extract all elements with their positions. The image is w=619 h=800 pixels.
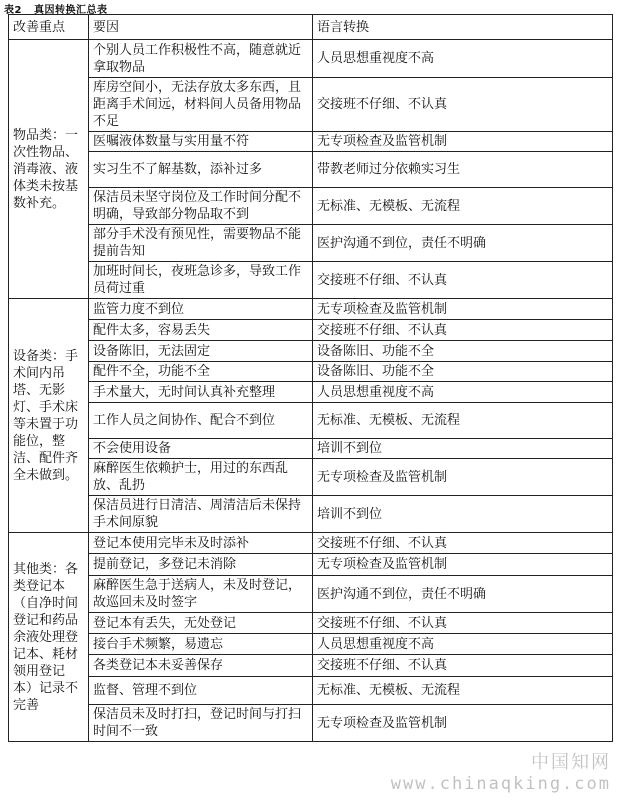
summary-table xyxy=(8,14,613,742)
cause-cell: 库房空间小，无法存放太多东西，且距离手术间远，材料间人员备用物品不足 xyxy=(89,78,313,132)
lang-cell: 带教老师过分依赖实习生 xyxy=(313,152,613,188)
cause-cell: 各类登记本未妥善保存 xyxy=(89,655,313,677)
lang-cell: 无专项检查及监管机制 xyxy=(313,459,613,496)
table-row xyxy=(9,299,613,320)
table-row xyxy=(9,459,613,496)
lang-cell: 人员思想重视度不高 xyxy=(313,634,613,655)
table-number: 表2 xyxy=(4,5,22,16)
lang-cell: 交接班不仔细、不认真 xyxy=(313,533,613,554)
table-row xyxy=(9,341,613,362)
cause-cell: 登记本使用完毕未及时添补 xyxy=(89,533,313,554)
lang-cell: 交接班不仔细、不认真 xyxy=(313,613,613,634)
table-row xyxy=(9,677,613,705)
table-row xyxy=(9,533,613,554)
cause-cell: 部分手术没有预见性，需要物品不能提前告知 xyxy=(89,225,313,262)
lang-cell: 无标准、无模板、无流程 xyxy=(313,403,613,439)
lang-cell: 交接班不仔细、不认真 xyxy=(313,655,613,677)
cause-cell: 个别人员工作积极性不高，随意就近拿取物品 xyxy=(89,40,313,78)
cause-cell: 保洁员进行日清洁、周清洁后未保持手术间原貌 xyxy=(89,496,313,533)
table-row xyxy=(9,320,613,341)
lang-cell: 无标准、无模板、无流程 xyxy=(313,188,613,225)
cause-cell: 设备陈旧，无法固定 xyxy=(89,341,313,362)
table-row xyxy=(9,634,613,655)
table-row xyxy=(9,576,613,613)
table-row xyxy=(9,152,613,188)
lang-cell: 医护沟通不到位，责任不明确 xyxy=(313,576,613,613)
table-row xyxy=(9,403,613,439)
cause-cell: 麻醉医生依赖护士，用过的东西乱放、乱扔 xyxy=(89,459,313,496)
watermark xyxy=(391,748,611,794)
header-row xyxy=(9,15,613,40)
header-cause: 要因 xyxy=(89,15,313,40)
cause-cell: 提前登记，多登记未消除 xyxy=(89,554,313,576)
lang-cell: 无专项检查及监管机制 xyxy=(313,299,613,320)
lang-cell: 培训不到位 xyxy=(313,496,613,533)
cause-cell: 加班时间长，夜班急诊多，导致工作员荷过重 xyxy=(89,262,313,299)
lang-cell: 无专项检查及监管机制 xyxy=(313,554,613,576)
lang-cell: 人员思想重视度不高 xyxy=(313,382,613,403)
cause-cell: 配件不全，功能不全 xyxy=(89,362,313,382)
table-row xyxy=(9,132,613,152)
watermark-cn: 中国知网 xyxy=(531,752,611,773)
table-row xyxy=(9,262,613,299)
cause-cell: 监督、管理不到位 xyxy=(89,677,313,705)
table-row xyxy=(9,40,613,78)
table-row xyxy=(9,382,613,403)
table-row xyxy=(9,655,613,677)
table-row xyxy=(9,705,613,742)
lang-cell: 无标准、无模板、无流程 xyxy=(313,677,613,705)
table-row xyxy=(9,188,613,225)
table-row xyxy=(9,439,613,459)
cause-cell: 配件太多，容易丢失 xyxy=(89,320,313,341)
header-lang: 语言转换 xyxy=(313,15,613,40)
table-row xyxy=(9,225,613,262)
lang-cell: 交接班不仔细、不认真 xyxy=(313,78,613,132)
table-row xyxy=(9,78,613,132)
cause-cell: 接台手术频繁，易遗忘 xyxy=(89,634,313,655)
table-title: 真因转换汇总表 xyxy=(33,5,108,16)
cause-cell: 医嘱液体数量与实用量不符 xyxy=(89,132,313,152)
lang-cell: 人员思想重视度不高 xyxy=(313,40,613,78)
category-cell: 其他类：各类登记本（自净时间登记和药品余液处理登记本、耗材领用登记本）记录不完善 xyxy=(9,533,89,742)
table-body xyxy=(9,40,613,742)
cause-cell: 麻醉医生急于送病人，未及时登记，故巡回未及时签字 xyxy=(89,576,313,613)
lang-cell: 设备陈旧、功能不全 xyxy=(313,341,613,362)
cause-cell: 手术量大，无时间认真补充整理 xyxy=(89,382,313,403)
table-row xyxy=(9,496,613,533)
lang-cell: 交接班不仔细、不认真 xyxy=(313,262,613,299)
table-row xyxy=(9,554,613,576)
cause-cell: 工作人员之间协作、配合不到位 xyxy=(89,403,313,439)
lang-cell: 交接班不仔细、不认真 xyxy=(313,320,613,341)
cause-cell: 保洁员未坚守岗位及工作时间分配不明确，导致部分物品取不到 xyxy=(89,188,313,225)
lang-cell: 培训不到位 xyxy=(313,439,613,459)
category-cell: 物品类：一次性物品、消毒液、液体类未按基数补充。 xyxy=(9,40,89,299)
category-cell: 设备类：手术间内吊塔、无影灯、手术床等未置于功能位，整洁、配件齐全未做到。 xyxy=(9,299,89,533)
table-row xyxy=(9,362,613,382)
cause-cell: 实习生不了解基数，添补过多 xyxy=(89,152,313,188)
lang-cell: 设备陈旧、功能不全 xyxy=(313,362,613,382)
watermark-url: www.chinaqking.com xyxy=(390,774,611,794)
cause-cell: 保洁员未及时打扫，登记时间与打扫时间不一致 xyxy=(89,705,313,742)
table-row xyxy=(9,613,613,634)
cause-cell: 登记本有丢失，无处登记 xyxy=(89,613,313,634)
lang-cell: 无专项检查及监管机制 xyxy=(313,132,613,152)
header-focus: 改善重点 xyxy=(9,15,89,40)
cause-cell: 监管力度不到位 xyxy=(89,299,313,320)
lang-cell: 医护沟通不到位，责任不明确 xyxy=(313,225,613,262)
lang-cell: 无专项检查及监管机制 xyxy=(313,705,613,742)
cause-cell: 不会使用设备 xyxy=(89,439,313,459)
